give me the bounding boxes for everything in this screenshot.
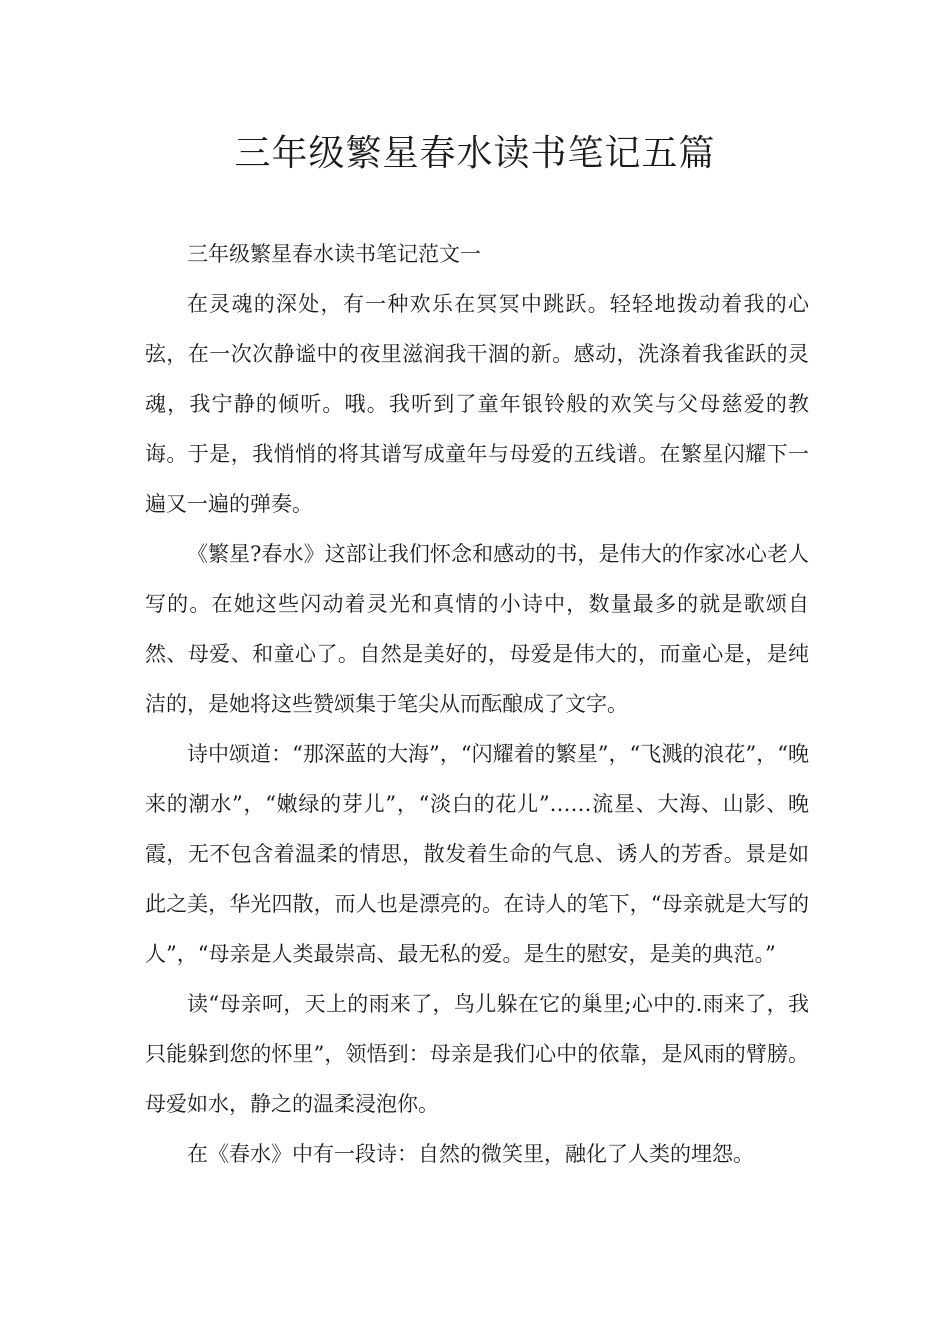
- paragraph: 《繁星?春水》这部让我们怀念和感动的书，是伟大的作家冰心老人写的。在她这些闪动着灵光和真情的小诗中，数量最多的就是歌颂自然、母爱、和童心了。自然是美好的，母爱是伟大的，而童心是，是纯洁的，是她将这些赞颂集于笔尖从而酝酿成了文字。: [145, 542, 809, 716]
- paragraph: 在《春水》中有一段诗：自然的微笑里，融化了人类的埋怨。: [187, 1142, 754, 1166]
- document-body: [145, 229, 809, 1179]
- paragraph: 在灵魂的深处，有一种欢乐在冥冥中跳跃。轻轻地拨动着我的心弦，在一次次静谧中的夜里滋润我干涸的新。感动，洗涤着我雀跃的灵魂，我宁静的倾听。哦。我听到了童年银铃般的欢笑与父母慈爱的教诲。于是，我悄悄的将其谱写成童年与母爱的五线谱。在繁星闪耀下一遍又一遍的弹奏。: [145, 292, 809, 516]
- paragraph: 读“母亲呵，天上的雨来了，鸟儿躲在它的巢里;心中的.雨来了，我只能躲到您的怀里”，领悟到：母亲是我们心中的依靠，是风雨的臂膀。母爱如水，静之的温柔浸泡你。: [145, 992, 809, 1116]
- paragraph: 诗中颂道：“那深蓝的大海”，“闪耀着的繁星”，“飞溅的浪花”，“晚来的潮水”，“嫩绿的芽儿”，“淡白的花儿”……流星、大海、山影、晚霞，无不包含着温柔的情思，散发着生命的气息、诱人的芳香。景是如此之美，华光四散，而人也是漂亮的。在诗人的笔下，“母亲就是大写的人”，“母亲是人类最崇高、最无私的爱。是生的慰安，是美的典范。”: [145, 742, 809, 966]
- document-title: 三年级繁星春水读书笔记五篇: [234, 133, 716, 174]
- section-heading: 三年级繁星春水读书笔记范文一: [187, 242, 481, 266]
